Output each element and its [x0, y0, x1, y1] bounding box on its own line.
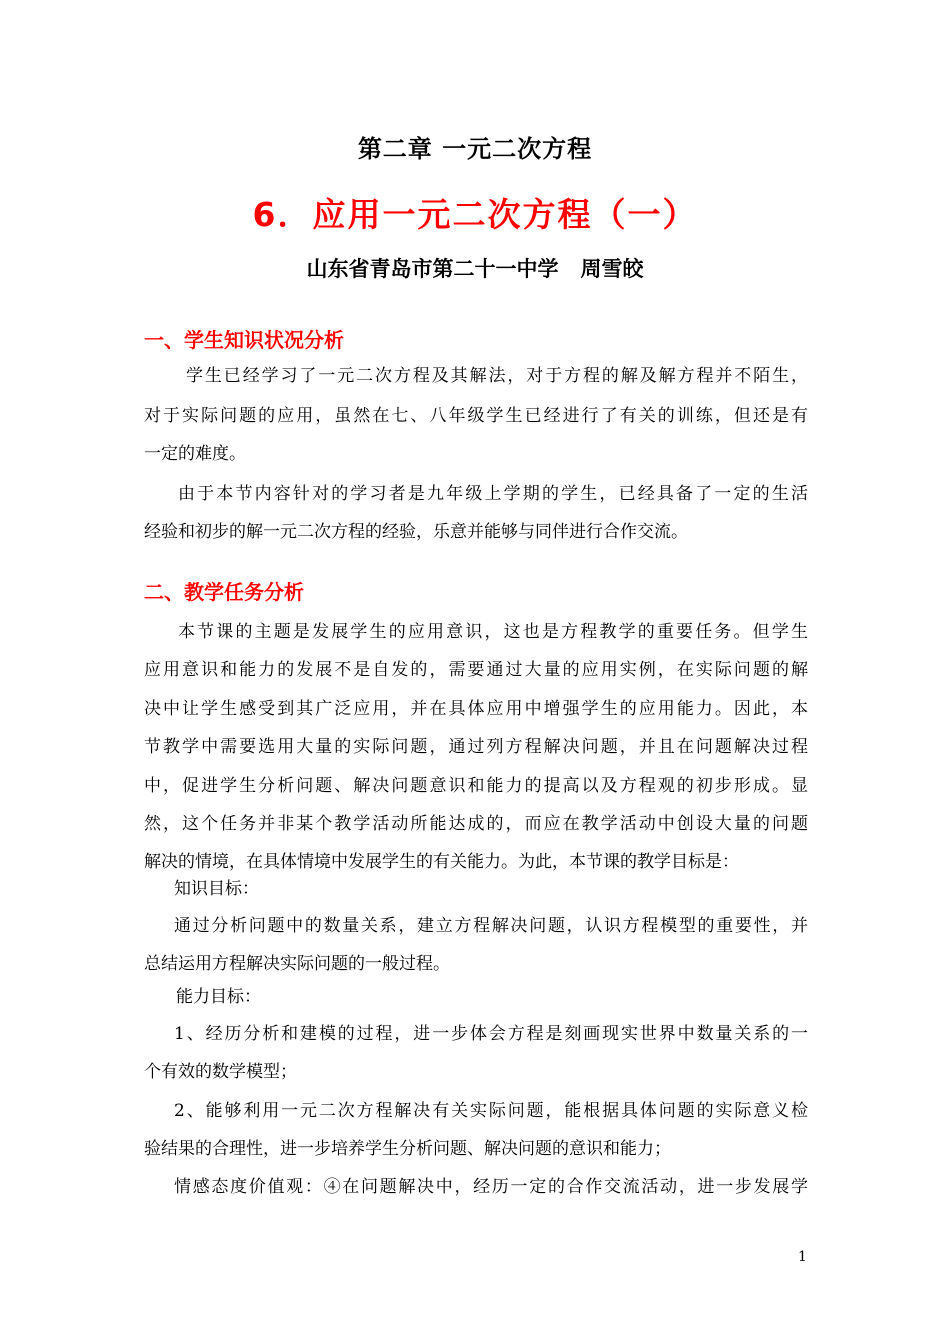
paragraph-line: 解决的情境，在具体情境中发展学生的有关能力。为此，本节课的教学目标是： — [144, 852, 739, 872]
lesson-title: 6．应用一元二次方程（一） — [252, 195, 698, 234]
paragraph-line: 个有效的数学模型； — [144, 1062, 297, 1082]
paragraph-line: 2、能够利用一元二次方程解决有关实际问题，能根据具体问题的实际意义检 — [174, 1101, 808, 1121]
paragraph-line: 情感态度价值观：④在问题解决中，经历一定的合作交流活动，进一步发展学 — [174, 1177, 808, 1197]
paragraph-line: 然，这个任务并非某个教学活动所能达成的，而应在教学活动中创设大量的问题 — [144, 814, 808, 834]
paragraph-line: 应用意识和能力的发展不是自发的，需要通过大量的应用实例，在实际问题的解 — [144, 660, 808, 680]
paragraph-line: 中，促进学生分析问题、解决问题意识和能力的提高以及方程观的初步形成。显 — [144, 776, 808, 796]
page-number: 1 — [798, 1249, 807, 1265]
ability-goal-label: 能力目标： — [176, 987, 261, 1007]
author-line: 山东省青岛市第二十一中学 周雪皎 — [306, 257, 644, 281]
paragraph-line: 验结果的合理性，进一步培养学生分析问题、解决问题的意识和能力； — [144, 1139, 671, 1159]
paragraph-line: 由于本节内容针对的学习者是九年级上学期的学生，已经具备了一定的生活 — [178, 484, 808, 504]
paragraph-line: 学生已经学习了一元二次方程及其解法，对于方程的解及解方程并不陌生， — [186, 366, 808, 386]
knowledge-goal-label: 知识目标： — [174, 879, 259, 899]
paragraph-line: 决中让学生感受到其广泛应用，并在具体应用中增强学生的应用能力。因此，本 — [144, 699, 808, 719]
paragraph-line: 总结运用方程解决实际问题的一般过程。 — [144, 954, 450, 974]
paragraph-line: 节教学中需要选用大量的实际问题，通过列方程解决问题，并且在问题解决过程 — [144, 737, 808, 757]
paragraph-line: 1、经历分析和建模的过程，进一步体会方程是刻画现实世界中数量关系的一 — [174, 1024, 808, 1044]
paragraph-line: 一定的难度。 — [144, 444, 246, 464]
chapter-title: 第二章 一元二次方程 — [357, 135, 593, 163]
section-heading-task-analysis: 二、教学任务分析 — [144, 580, 304, 604]
paragraph-line: 对于实际问题的应用，虽然在七、八年级学生已经进行了有关的训练，但还是有 — [144, 406, 808, 426]
paragraph-line: 本节课的主题是发展学生的应用意识，这也是方程教学的重要任务。但学生 — [178, 622, 808, 642]
section-heading-student-analysis: 一、学生知识状况分析 — [144, 328, 344, 352]
paragraph-line: 通过分析问题中的数量关系，建立方程解决问题，认识方程模型的重要性，并 — [174, 916, 808, 936]
paragraph-line: 经验和初步的解一元二次方程的经验，乐意并能够与同伴进行合作交流。 — [144, 522, 688, 542]
